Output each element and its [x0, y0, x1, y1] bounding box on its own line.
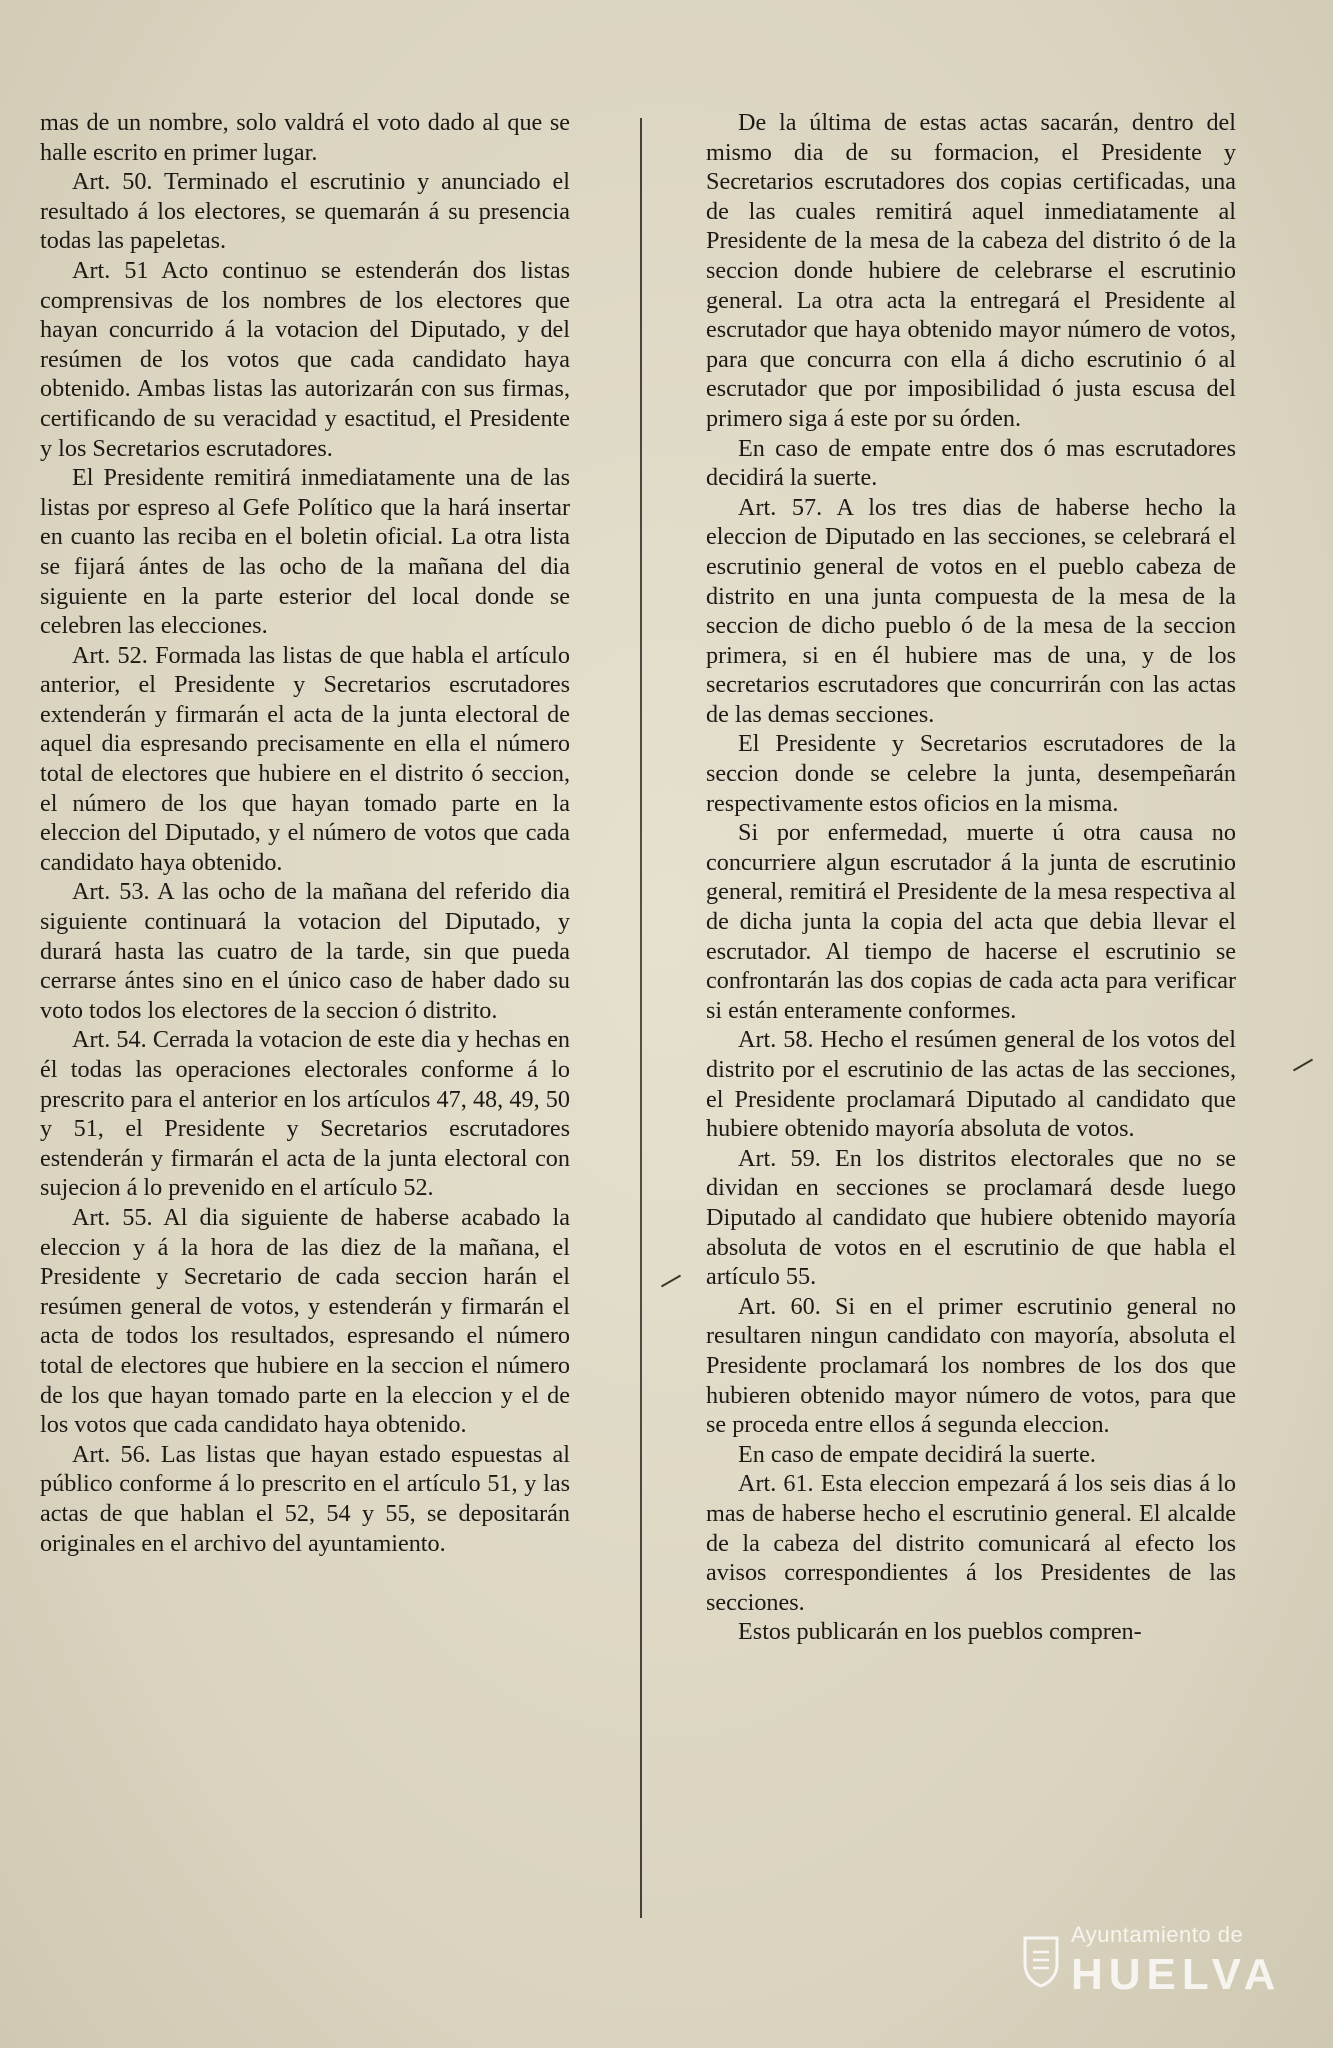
column-divider [640, 118, 642, 1918]
paragraph: Art. 56. Las listas que hayan estado espuestas al público conforme á lo prescrito en el artículo 51, y las actas de que hablan el 52, 54 y 55, se depositarán originales en el archivo del ayuntamiento. [40, 1440, 570, 1557]
paragraph: Si por enfermedad, muerte ú otra causa no concurriere algun escrutador á la junta de escrutinio general, remitirá el Presidente de la mesa respectiva al de dicha junta la copia del acta que debia llevar el escrutador. Al tiempo de hacerse el escrutinio se confrontarán las dos copias de cada acta para verificar si están enteramente conformes. [706, 819, 1236, 1024]
paragraph: mas de un nombre, solo valdrá el voto dado al que se halle escrito en primer lugar. [40, 109, 570, 166]
paragraph: Art. 54. Cerrada la votacion de este dia y hechas en él todas las operaciones electorales conforme á lo prescrito para el anterior en los artículos 47, 48, 49, 50 y 51, el Presidente y Secretarios escrutadores estenderán y firmarán el acta de la junta electoral con sujecion á lo prevenido en el artículo 52. [40, 1026, 570, 1202]
paragraph: Art. 52. Formada las listas de que habla el artículo anterior, el Presidente y Secretarios escrutadores extenderán y firmarán el acta de la junta electoral de aquel dia espresando precisamente en ella el número total de electores que hubiere en el distrito ó seccion, el número de los que hayan tomado parte en la eleccion del Diputado, y el número de votos que cada candidato haya obtenido. [40, 641, 570, 876]
paragraph: Art. 57. A los tres dias de haberse hecho la eleccion de Diputado en las secciones, se celebrará el escrutinio general de votos en el pueblo cabeza de distrito en una junta compuesta de la mesa de la seccion de dicho pueblo ó de la mesa de la seccion primera, si en él hubiere mas de una, y de los secretarios escrutadores que concurrirán con las actas de las demas secciones. [706, 493, 1236, 728]
watermark-line2: HUELVA [1071, 1950, 1282, 1999]
paragraph: Art. 55. Al dia siguiente de haberse acabado la eleccion y á la hora de las diez de la mañana, el Presidente y Secretario de cada seccion harán el resúmen general de votos, y estenderán y firmarán el acta de todos los resultados, espresando el número total de electores que hubiere en la seccion el número de los que hayan tomado parte en la eleccion y el de los votos que cada candidato haya obtenido. [40, 1203, 570, 1439]
paragraph: En caso de empate entre dos ó mas escrutadores decidirá la suerte. [706, 434, 1236, 492]
paragraph: Art. 58. Hecho el resúmen general de los votos del distrito por el escrutinio de las actas de las secciones, el Presidente proclamará Diputado al candidato que hubiere obtenido mayoría absoluta de votos. [706, 1026, 1236, 1143]
paragraph: Art. 51 Acto continuo se estenderán dos listas comprensivas de los nombres de los electores que hayan concurrido á la votacion del Diputado, y del resúmen de los votos que cada candidato haya obtenido. Ambas listas las autorizarán con sus firmas, certificando de su veracidad y esactitud, el Presidente y los Secretarios escrutadores. [40, 256, 570, 462]
watermark-logo [1021, 1912, 1282, 2012]
paragraph: Art. 61. Esta eleccion empezará á los seis dias á lo mas de haberse hecho el escrutinio general. El alcalde de la cabeza del distrito comunicará al efecto los avisos correspondientes á los Presidentes de las secciones. [706, 1470, 1236, 1616]
paragraph: Art. 53. A las ocho de la mañana del referido dia siguiente continuará la votacion del Diputado, y durará hasta las cuatro de la tarde, sin que pueda cerrarse ántes sino en el único caso de haber dado su voto todos los electores de la seccion ó distrito. [40, 878, 570, 1024]
paragraph: Art. 50. Terminado el escrutinio y anunciado el resultado á los electores, se quemarán á su presencia todas las papeletas. [40, 168, 570, 255]
paragraph: En caso de empate decidirá la suerte. [738, 1440, 1096, 1468]
paragraph: De la última de estas actas sacarán, dentro del mismo dia de su formacion, el Presidente y Secretarios escrutadores dos copias certificadas, una de las cuales remitirá aquel inmediatamente al Presidente de la mesa de la cabeza del distrito ó de la seccion donde hubiere de celebrarse el escrutinio general. La otra acta la entregará el Presidente al escrutador que haya obtenido mayor número de votos, para que concurra con ella á dicho escrutinio ó al escrutador que por imposibilidad ó justa escusa del primero siga á este por su órden. [706, 109, 1236, 432]
paragraph: El Presidente y Secretarios escrutadores de la seccion donde se celebre la junta, desempeñarán respectivamente estos oficios en la misma. [706, 730, 1236, 817]
margin-mark [661, 1275, 681, 1288]
paragraph: Estos publicarán en los pueblos compren- [738, 1618, 1142, 1646]
shield-icon [1021, 1934, 1061, 1988]
margin-mark [1293, 1059, 1313, 1072]
paragraph: El Presidente remitirá inmediatamente una de las listas por espreso al Gefe Político que la hará insertar en cuanto las reciba en el boletin oficial. La otra lista se fijará ántes de las ocho de la mañana del dia siguiente en la parte esterior del local donde se celebren las elecciones. [40, 464, 570, 640]
right-column [706, 108, 1236, 1647]
left-column [40, 108, 570, 1558]
watermark-line1: Ayuntamiento de [1071, 1922, 1244, 1947]
paragraph: Art. 60. Si en el primer escrutinio general no resultaren ningun candidato con mayoría, absoluta el Presidente proclamará los nombres de los dos que hubieren obtenido mayor número de votos, para que se proceda entre ellos á segunda eleccion. [706, 1292, 1236, 1439]
paragraph: Art. 59. En los distritos electorales que no se dividan en secciones se proclamará desde luego Diputado al candidato que hubiere obtenido mayoría absoluta de votos en el escrutinio de que habla el artículo 55. [706, 1144, 1236, 1291]
